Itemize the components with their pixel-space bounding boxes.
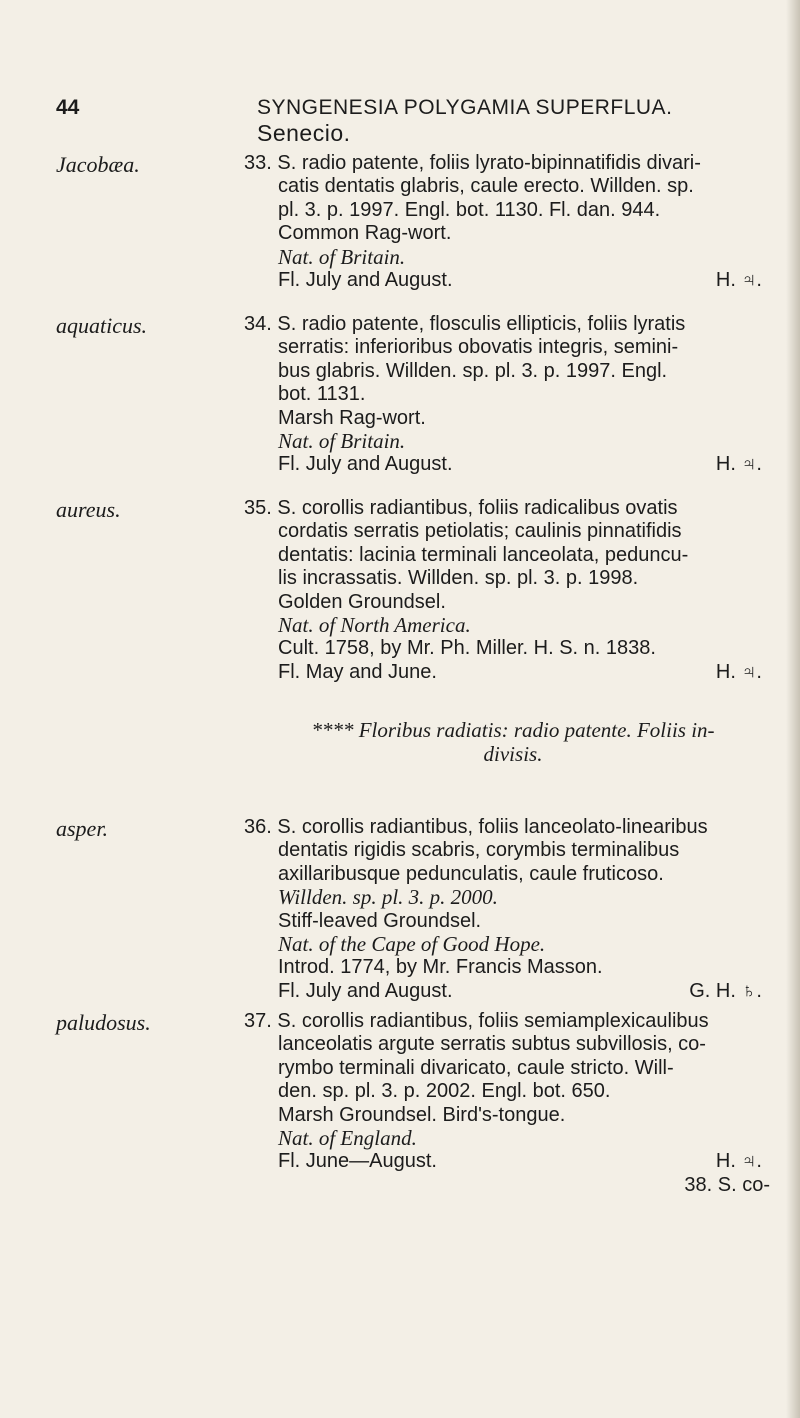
habitat-symbol: G. H. ♄.: [689, 979, 762, 1002]
habitat-symbol: H. ♃.: [715, 660, 762, 683]
description-line: lanceolatis argute serratis subtus subvillosis, co-: [278, 1033, 706, 1056]
flowering-line: [244, 661, 770, 684]
description-line: bot. 1131.: [278, 383, 366, 406]
common-name: Stiff-leaved Groundsel.: [278, 909, 482, 932]
description-line: dentatis rigidis scabris, corymbis terminalibus: [278, 839, 680, 862]
species-description: [244, 816, 770, 1003]
description-line: lis incrassatis. Willden. sp. pl. 3. p. 1998.: [278, 567, 639, 590]
species-epithet: asper.: [56, 816, 108, 841]
flowering-time: Fl. May and June.: [278, 660, 437, 683]
page-header: [52, 96, 770, 146]
native-range: Nat. of Britain.: [278, 244, 406, 269]
native-range: Nat. of the Cape of Good Hope.: [278, 932, 546, 957]
division-heading-line: **** Floribus radiatis: radio patente. Foliis in-: [311, 718, 715, 742]
native-range: Nat. of England.: [278, 1126, 417, 1151]
description-line: cordatis serratis petiolatis; caulinis pinnatifidis: [278, 520, 682, 543]
species-description: [244, 497, 770, 684]
species-description: [244, 1010, 770, 1197]
habitat-symbol: H. ♃.: [715, 269, 762, 292]
species-epithet: aureus.: [56, 497, 121, 522]
habitat-symbol: H. ♃.: [715, 1150, 762, 1173]
common-name: Common Rag-wort.: [278, 222, 452, 245]
description-line: rymbo terminali divaricato, caule stricto. Will-: [278, 1056, 674, 1079]
description-line: 35. S. corollis radiantibus, foliis radicalibus ovatis: [244, 497, 678, 519]
division-heading: [278, 718, 748, 766]
description-line: den. sp. pl. 3. p. 2002. Engl. bot. 650.: [278, 1080, 611, 1103]
common-name: Marsh Groundsel. Bird's-tongue.: [278, 1103, 566, 1126]
flowering-time: Fl. July and August.: [278, 453, 453, 476]
description-line: axillaribusque pedunculatis, caule fruticoso.: [278, 862, 664, 885]
native-range: Nat. of Britain.: [278, 429, 406, 454]
catchword: 38. S. co-: [684, 1173, 770, 1196]
species-epithet: paludosus.: [56, 1010, 151, 1035]
page-edge-shadow: [786, 0, 800, 1418]
description-line: 36. S. corollis radiantibus, foliis lanceolato-linearibus: [244, 816, 708, 838]
running-head-text: SYNGENESIA POLYGAMIA SUPERFLUA.: [257, 96, 673, 119]
introduction-note: Introd. 1774, by Mr. Francis Masson.: [278, 956, 603, 979]
species-description: [244, 152, 770, 292]
section-name: Senecio.: [257, 120, 351, 146]
description-line: dentatis: lacinia terminali lanceolata, peduncu-: [278, 543, 689, 566]
flowering-line: [244, 1150, 770, 1173]
page-number: 44: [56, 96, 80, 119]
description-line: Willden. sp. pl. 3. p. 2000.: [278, 885, 498, 910]
flowering-line: [244, 453, 770, 476]
species-epithet: aquaticus.: [56, 313, 148, 338]
description-line: 33. S. radio patente, foliis lyrato-bipinnatifidis divari-: [244, 152, 701, 174]
flowering-time: Fl. June—August.: [278, 1150, 437, 1173]
flowering-line: [244, 980, 770, 1003]
description-line: bus glabris. Willden. sp. pl. 3. p. 1997. Engl.: [278, 359, 668, 382]
description-line: pl. 3. p. 1997. Engl. bot. 1130. Fl. dan. 944.: [278, 198, 661, 221]
species-epithet: Jacobæa.: [56, 152, 140, 177]
description-line: serratis: inferioribus obovatis integris, semini-: [278, 336, 679, 359]
description-line: catis dentatis glabris, caule erecto. Willden. sp.: [278, 175, 694, 198]
common-name: Golden Groundsel.: [278, 590, 446, 613]
description-line: 34. S. radio patente, flosculis ellipticis, foliis lyratis: [244, 313, 686, 335]
division-heading-line: divisis.: [483, 742, 543, 766]
flowering-time: Fl. July and August.: [278, 979, 453, 1002]
habitat-symbol: H. ♃.: [715, 453, 762, 476]
native-range: Nat. of North America.: [278, 613, 471, 638]
description-line: 37. S. corollis radiantibus, foliis semiamplexicaulibus: [244, 1010, 709, 1032]
common-name: Marsh Rag-wort.: [278, 406, 426, 429]
species-description: [244, 313, 770, 477]
cultivation-note: Cult. 1758, by Mr. Ph. Miller. H. S. n. 1838.: [278, 637, 656, 660]
running-head: [257, 96, 770, 147]
flowering-line: [244, 269, 770, 292]
flowering-time: Fl. July and August.: [278, 269, 453, 292]
